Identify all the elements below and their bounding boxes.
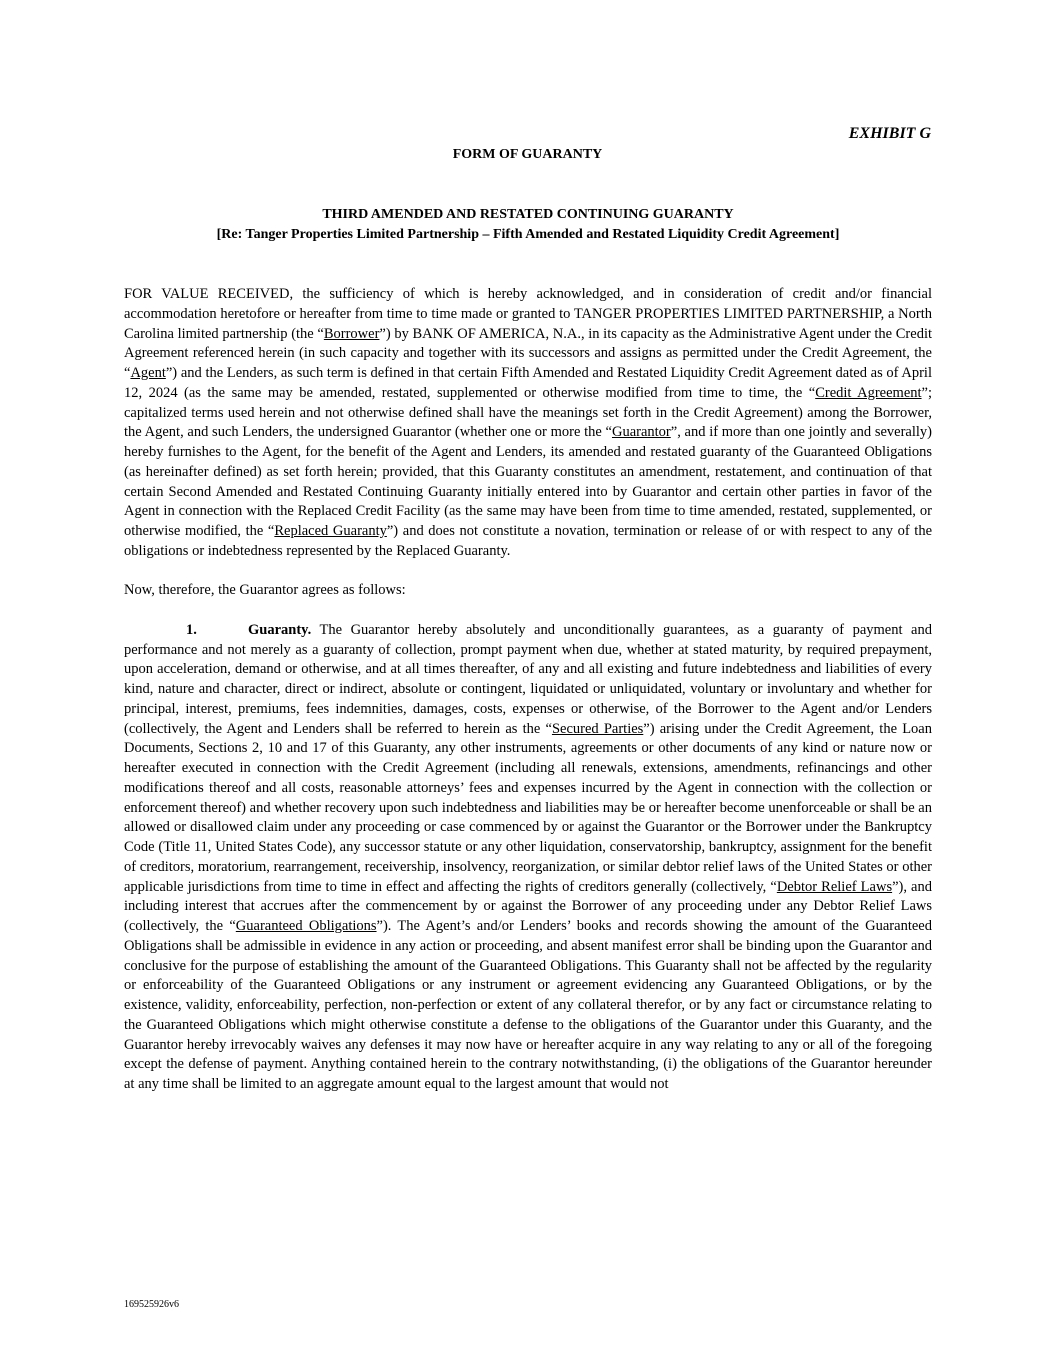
defined-term-credit-agreement: Credit Agreement xyxy=(815,384,922,401)
defined-term-guaranteed-obligations: Guaranteed Obligations xyxy=(235,918,377,934)
intro-text-5: ”, and if more than one jointly and severally) hereby furnishes to the Agent, for the benefit of the Agent and Lenders, its amended and restated guaranty of the Guaranteed Obligations (as hereinafter defined) as set forth herein; provided, that this Guaranty constitutes an amendment, restatement, and continuation of that certain Second Amended and Restated Continuing Guaranty initially entered into by Guarantor and certain other parties in favor of the Agent in connection with the Replaced Credit Facility (as the same may have been from time to time amended, restated, supplemented, or otherwise modified, the “ xyxy=(124,424,933,539)
footer-doc-id: 169525926v6 xyxy=(124,1299,179,1310)
defined-term-guarantor: Guarantor xyxy=(611,424,671,441)
section-1-paragraph xyxy=(124,621,932,1095)
section-1-text-4: ”). The Agent’s and/or Lenders’ books and records showing the amount of the Guaranteed Obligations shall be admissible in evidence in any action or proceeding, and absent manifest error shall be binding upon the Guarantor and conclusive for the purpose of establishing the amount of the Guaranteed Obligations. This Guaranty shall not be affected by the regularity or enforceability of the Guaranteed Obligations or any instrument or agreement evidencing any Guaranteed Obligations, or by the existence, validity, enforceability, perfection, non-perfection or extent of any collateral therefor, or by any fact or circumstance relating to the Guaranteed Obligations which might otherwise constitute a defense to the obligations of the Guarantor under this Guaranty, and the Guarantor hereby irrevocably waives any defenses it may now have or hereafter acquire in any way relating to any or all of the foregoing except the defense of payment. Anything contained herein to the contrary notwithstanding, (i) the obligations of the Guarantor hereunder at any time shall be limited to an aggregate amount equal to the largest amount that would not xyxy=(124,918,932,1092)
guaranty-title: THIRD AMENDED AND RESTATED CONTINUING GUARANTY xyxy=(322,207,734,222)
now-therefore-paragraph: Now, therefore, the Guarantor agrees as follows: xyxy=(124,582,406,599)
defined-term-replaced-guaranty: Replaced Guaranty xyxy=(274,523,387,539)
defined-term-agent: Agent xyxy=(130,365,166,381)
guaranty-subtitle: [Re: Tanger Properties Limited Partnership – Fifth Amended and Restated Liquidity Credit Agreement] xyxy=(216,227,840,242)
section-1-text-3: ”), and including interest that accrues after the commencement by or against the Borrower of any proceeding under any Debtor Relief Laws (collectively, the “ xyxy=(124,878,932,934)
exhibit-label: EXHIBIT G xyxy=(848,125,931,142)
document-body xyxy=(124,285,932,1115)
intro-text-2: ”) by BANK OF AMERICA, N.A., in its capacity as the Administrative Agent under the Credit Agreement referenced herein (in such capacity and together with its successors and assigns as permitted under the Credit Agreement, the “ xyxy=(124,325,932,381)
section-1-number: 1. xyxy=(186,621,197,638)
section-1-text-1: The Guarantor hereby absolutely and unconditionally guarantees, as a guaranty of payment and performance and not merely as a guaranty of collection, prompt payment when due, whether at stated maturity, by required prepayment, upon acceleration, demand or otherwise, and at all times thereafter, of any and all existing and future indebtedness and liabilities of every kind, nature and character, direct or indirect, absolute or contingent, liquidated or unliquidated, voluntary or involuntary and whether for principal, interest, premiums, fees indemnities, damages, costs, expenses or otherwise, of the Borrower to the Agent and/or Lenders (collectively, the Agent and Lenders shall be referred to herein as the “ xyxy=(124,621,932,737)
section-1-heading: Guaranty. xyxy=(248,621,312,638)
defined-term-debtor-relief-laws: Debtor Relief Laws xyxy=(776,878,893,895)
intro-text-3: ”) and the Lenders, as such term is defined in that certain Fifth Amended and Restated Liquidity Credit Agreement dated as of April 12, 2024 (as the same may be amended, restated, supplemented or otherwise modified from time to time, the “ xyxy=(124,365,932,401)
form-title: FORM OF GUARANTY xyxy=(452,147,603,162)
intro-text-1: FOR VALUE RECEIVED, the sufficiency of which is hereby acknowledged, and in consideration of credit and/or financial accommodation heretofore or hereafter from time to time made or granted to TANGER PROPERTIES LIMITED PARTNERSHIP, a North Carolina limited partnership (the “ xyxy=(124,286,932,342)
defined-term-borrower: Borrower xyxy=(323,325,380,342)
guaranty-title-block xyxy=(124,205,932,245)
intro-text-6: ”) and does not constitute a novation, termination or release of or with respect to any of the obligations or indebtedness represented by the Replaced Guaranty. xyxy=(124,523,933,559)
intro-paragraph xyxy=(124,285,932,562)
intro-text-4: ”; capitalized terms used herein and not otherwise defined shall have the meanings set forth in the Credit Agreement) among the Borrower, the Agent, and such Lenders, the undersigned Guarantor (whether one or more the “ xyxy=(124,384,933,441)
defined-term-secured-parties: Secured Parties xyxy=(551,720,644,737)
section-1-text-2: ”) arising under the Credit Agreement, the Loan Documents, Sections 2, 10 and 17 of this Guaranty, any other instruments, agreements or other documents of any kind or nature now or hereafter executed in connection with the Credit Agreement (including all renewals, extensions, amendments, refinancings and other modifications thereof and all costs, reasonable attorneys’ fees and expenses incurred by the Agent in connection with the collection or enforcement thereof) and whether recovery upon such indebtedness and liabilities may be or hereafter become unenforceable or shall be an allowed or disallowed claim under any proceeding or case commenced by or against the Guarantor or the Borrower under the Bankruptcy Code (Title 11, United States Code), any successor statute or any other liquidation, conservatorship, bankruptcy, assignment for the benefit of creditors, moratorium, rearrangement, receivership, insolvency, reorganization, or similar debtor relief laws of the United States or other applicable jurisdictions from time to time in effect and affecting the rights of creditors generally (collectively, “ xyxy=(124,720,932,895)
